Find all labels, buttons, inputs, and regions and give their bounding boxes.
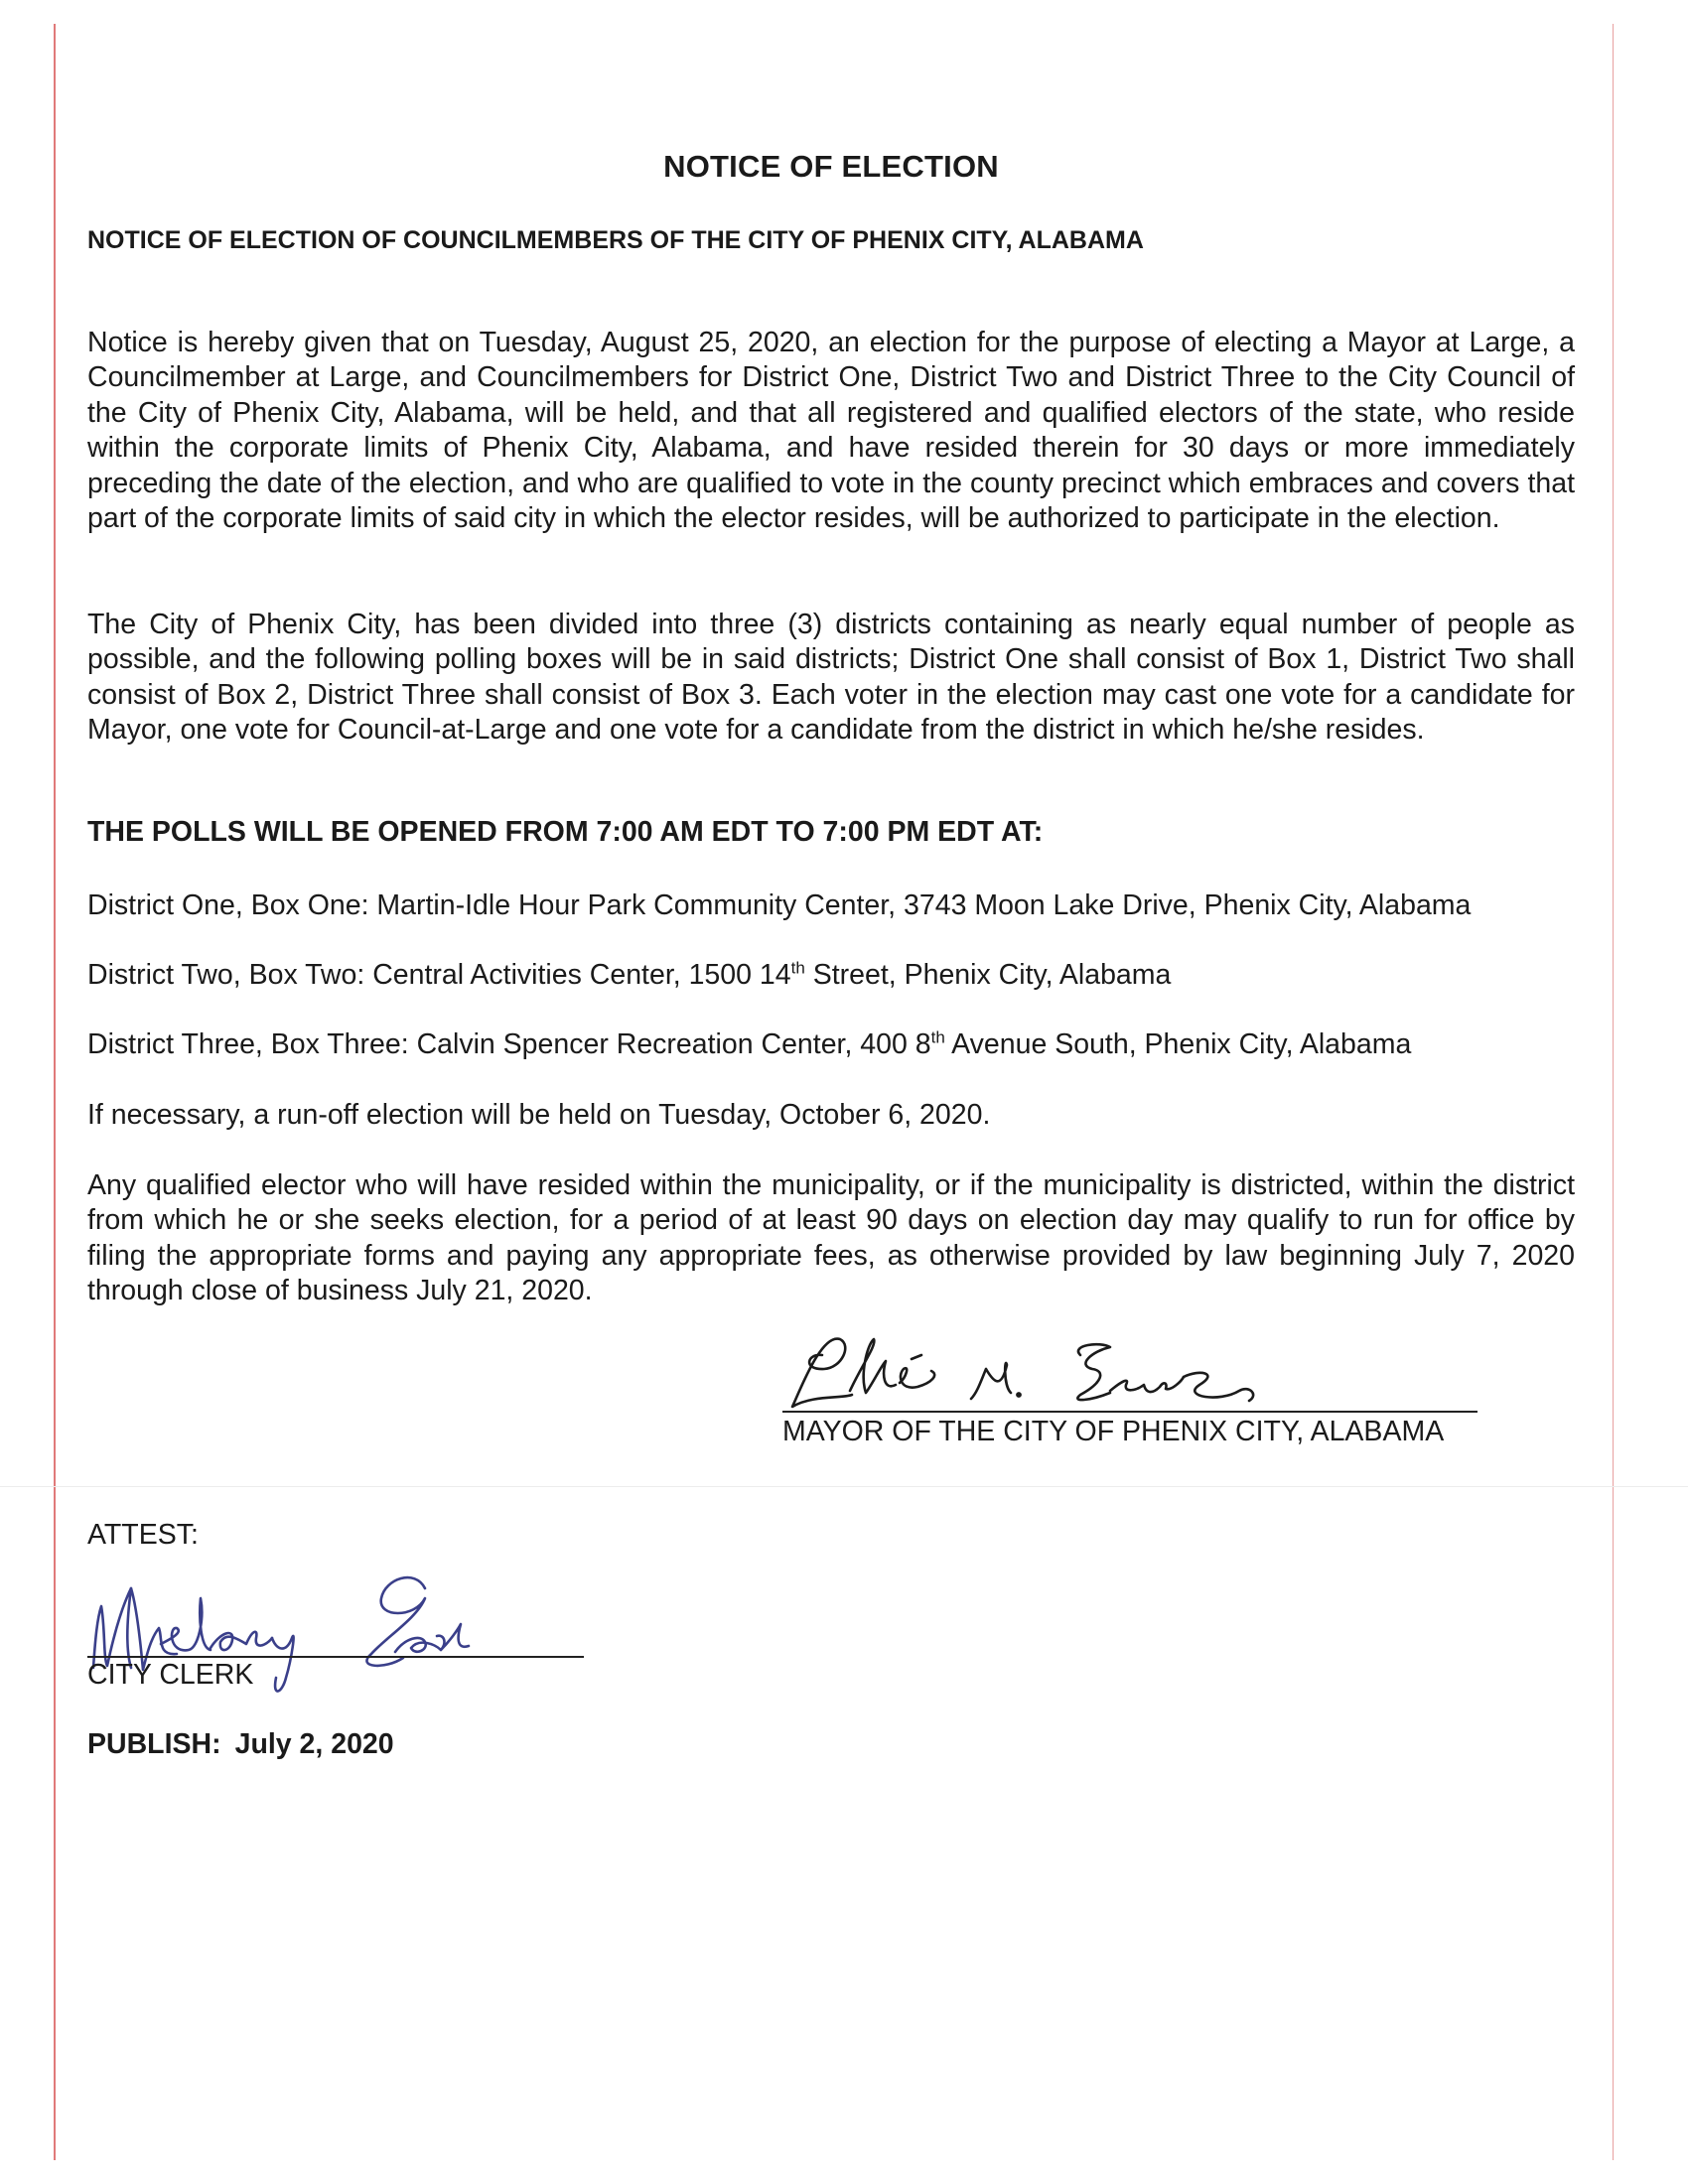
mayor-signature xyxy=(782,1325,1279,1425)
document-subtitle: NOTICE OF ELECTION OF COUNCILMEMBERS OF THE CITY OF PHENIX CITY, ALABAMA xyxy=(87,226,1144,254)
document-title: NOTICE OF ELECTION xyxy=(663,149,999,184)
left-margin-line xyxy=(54,24,56,2160)
mayor-title-label: MAYOR OF THE CITY OF PHENIX CITY, ALABAMA xyxy=(782,1416,1445,1447)
notice-paragraph-qualification: Any qualified elector who will have resided within the municipality, or if the municipality is districted, within the district from which he or she seeks election, for a period of at least 90 days on election day may qualify to run for office by filing the appropriate forms and paying any appropriate fees, as otherwise provided by law beginning July 7, 2020 through close of business July 21, 2020. xyxy=(87,1169,1575,1307)
notice-paragraph-districts: The City of Phenix City, has been divided into three (3) districts containing as nearly equal number of people as possible, and the following polling boxes will be in said districts; District One shall consist of Box 1, District Two shall consist of Box 2, District Three shall consist of Box 3. Each voter in the election may cast one vote for a candidate for Mayor, one vote for Council-at-Large and one vote for a candidate from the district in which he/she resides. xyxy=(87,609,1575,747)
runoff-notice: If necessary, a run-off election will be held on Tuesday, October 6, 2020. xyxy=(87,1099,991,1131)
polling-location-district-three: District Three, Box Three: Calvin Spencer Recreation Center, 400 8th Avenue South, Phenix City, Alabama xyxy=(87,1027,1412,1060)
page-fold-line xyxy=(0,1486,1688,1487)
attest-label: ATTEST: xyxy=(87,1519,199,1551)
mayor-signature-line xyxy=(782,1411,1477,1413)
notice-paragraph-election: Notice is hereby given that on Tuesday, August 25, 2020, an election for the purpose of electing a Mayor at Large, a Councilmember at Large, and Councilmembers for District One, District Two and District Three to the City Council of the City of Phenix City, Alabama, will be held, and that all registered and qualified electors of the state, who reside within the corporate limits of Phenix City, Alabama, and have resided therein for 30 days or more immediately preceding the date of the election, and who are qualified to vote in the county precinct which embraces and covers that part of the corporate limits of said city in which the elector resides, will be authorized to participate in the election. xyxy=(87,327,1575,535)
publish-date-value: July 2, 2020 xyxy=(234,1728,394,1760)
clerk-title-label: CITY CLERK xyxy=(87,1659,254,1691)
polling-location-district-two: District Two, Box Two: Central Activities Center, 1500 14th Street, Phenix City, Alabama xyxy=(87,958,1172,991)
right-margin-line xyxy=(1613,24,1614,2160)
publish-label: PUBLISH: xyxy=(87,1728,221,1760)
polling-location-district-one: District One, Box One: Martin-Idle Hour Park Community Center, 3743 Moon Lake Drive, Phenix City, Alabama xyxy=(87,889,1472,921)
clerk-signature-line xyxy=(87,1656,584,1658)
publish-date xyxy=(87,1728,394,1761)
polls-hours-heading: THE POLLS WILL BE OPENED FROM 7:00 AM EDT TO 7:00 PM EDT AT: xyxy=(87,816,1044,848)
